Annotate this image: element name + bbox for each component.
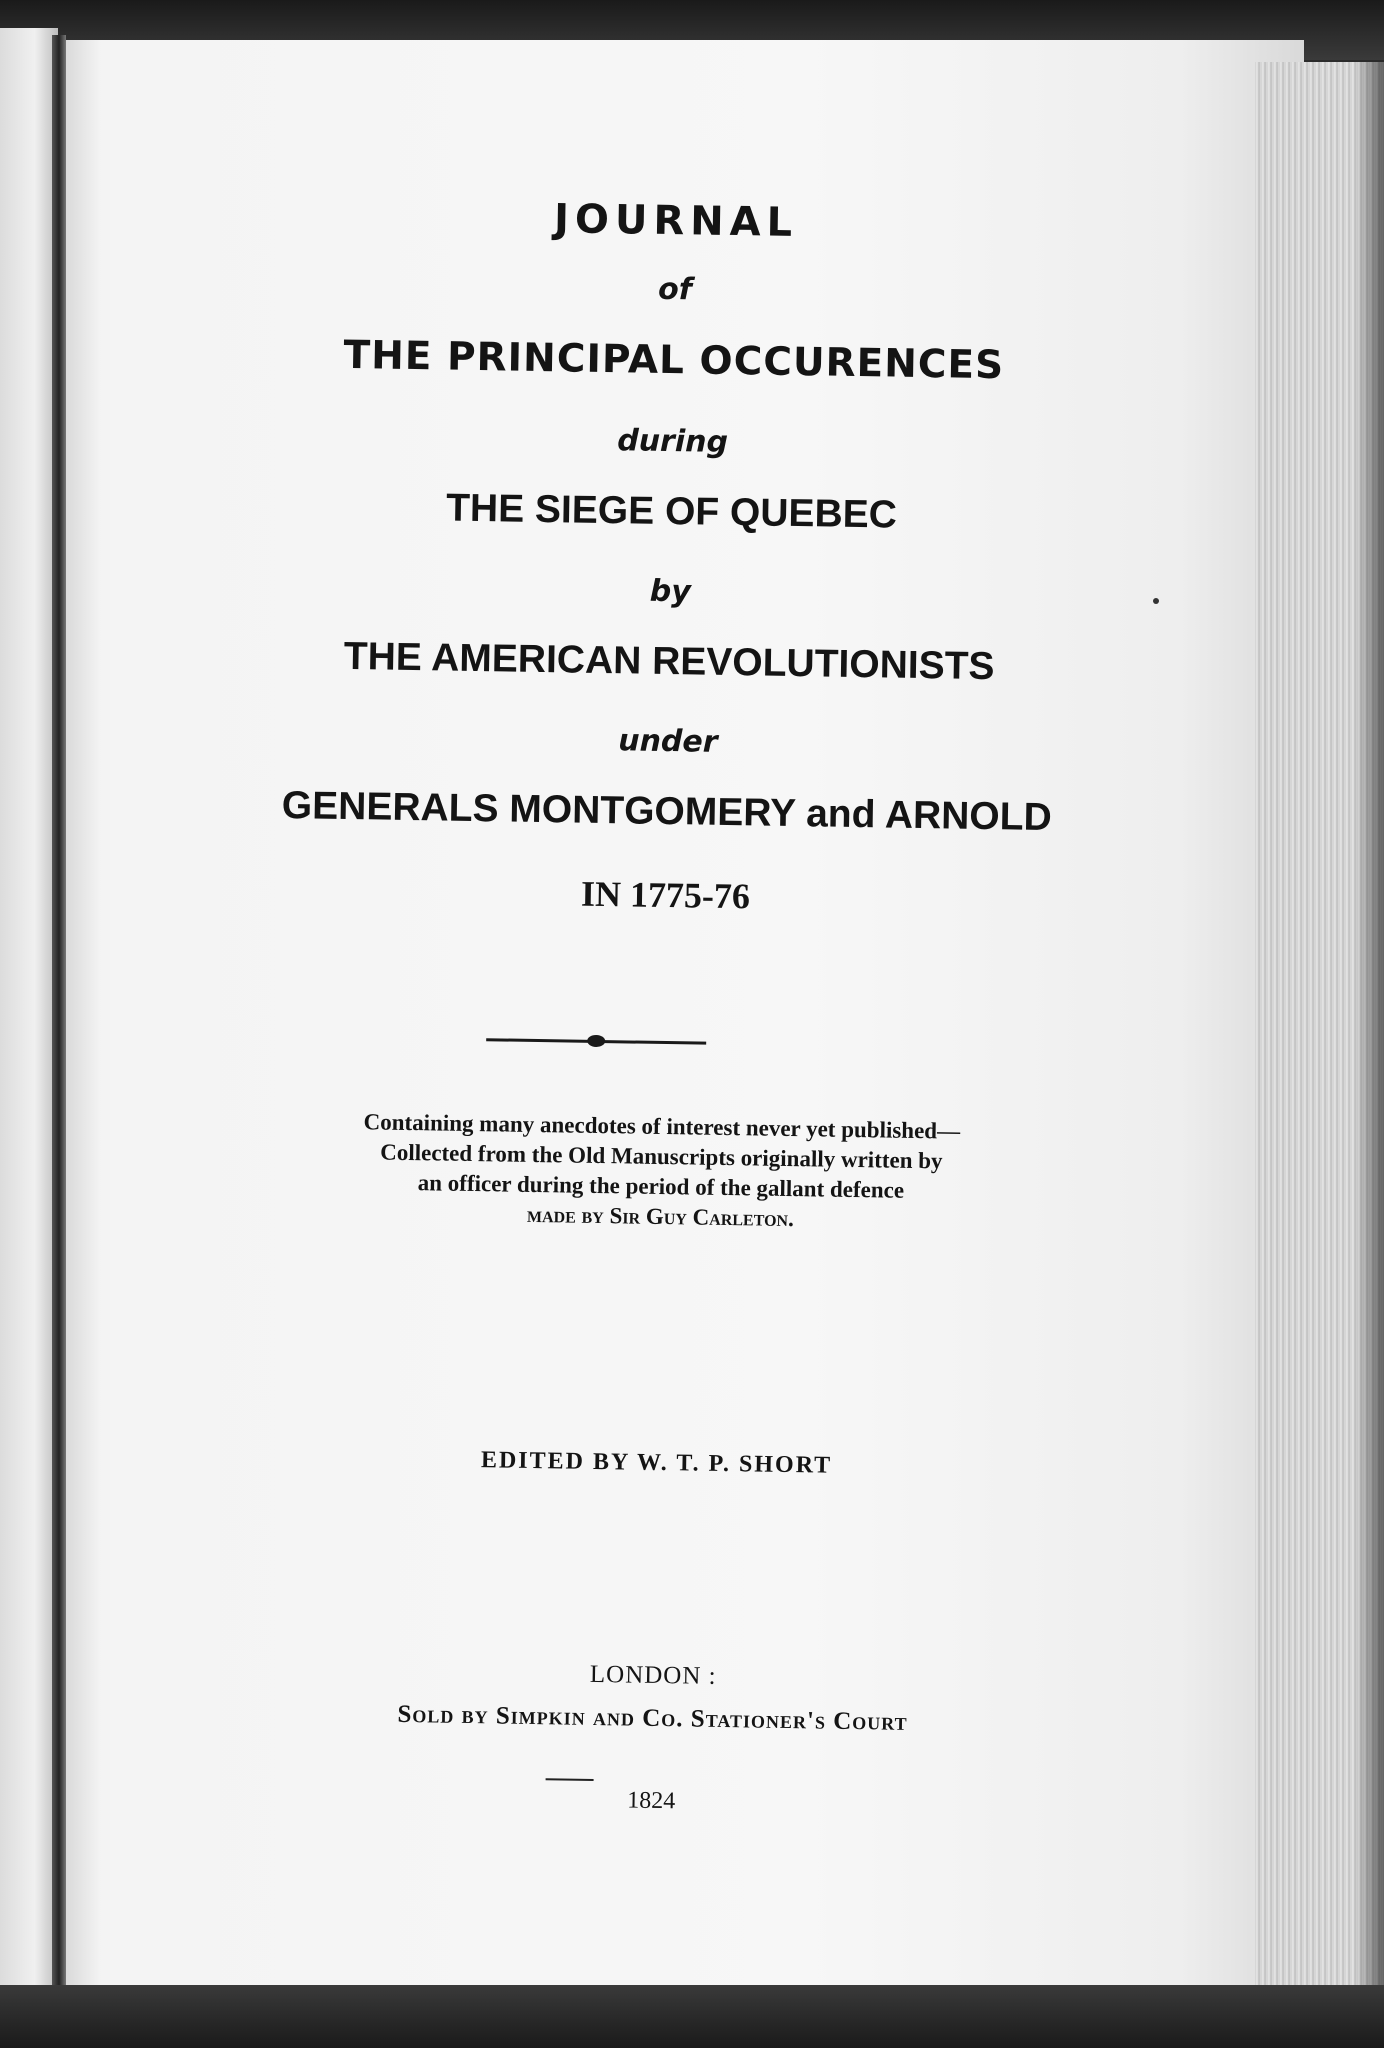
description-line-2: Collected from the Old Manuscripts originally written by xyxy=(380,1139,943,1174)
title-generals: GENERALS MONTGOMERY and ARNOLD xyxy=(281,783,1053,840)
editor-credit: EDITED BY W. T. P. SHORT xyxy=(480,1447,833,1479)
title-year: IN 1775-76 xyxy=(580,873,751,917)
title-american-revolutionists: THE AMERICAN REVOLUTIONISTS xyxy=(343,634,995,689)
title-siege-of-quebec: THE SIEGE OF QUEBEC xyxy=(445,486,898,537)
imprint-rule xyxy=(546,1778,594,1781)
title-under: under xyxy=(617,723,718,760)
imprint-city: LONDON : xyxy=(589,1660,717,1690)
description-line-1: Containing many anecdotes of interest never yet published— xyxy=(363,1109,961,1144)
title-page-content xyxy=(48,31,1318,1995)
description-line-4: made by Sir Guy Carleton. xyxy=(526,1201,795,1232)
title-of: of xyxy=(657,271,693,308)
title-journal: JOURNAL xyxy=(553,196,799,247)
title-during: during xyxy=(616,423,729,460)
description-line-3: an officer during the period of the gallant defence xyxy=(417,1170,905,1203)
title-principal-occurences: THE PRINCIPAL OCCURENCES xyxy=(343,332,1005,389)
divider-ornament xyxy=(587,1035,605,1047)
title-by: by xyxy=(649,573,692,610)
imprint-publisher: Sold by Simpkin and Co. Stationer's Court xyxy=(397,1700,908,1736)
scan-border-bottom xyxy=(0,1985,1384,2048)
imprint-year: 1824 xyxy=(627,1787,676,1815)
facing-page-edge xyxy=(0,28,58,1988)
print-speck xyxy=(1153,598,1159,604)
